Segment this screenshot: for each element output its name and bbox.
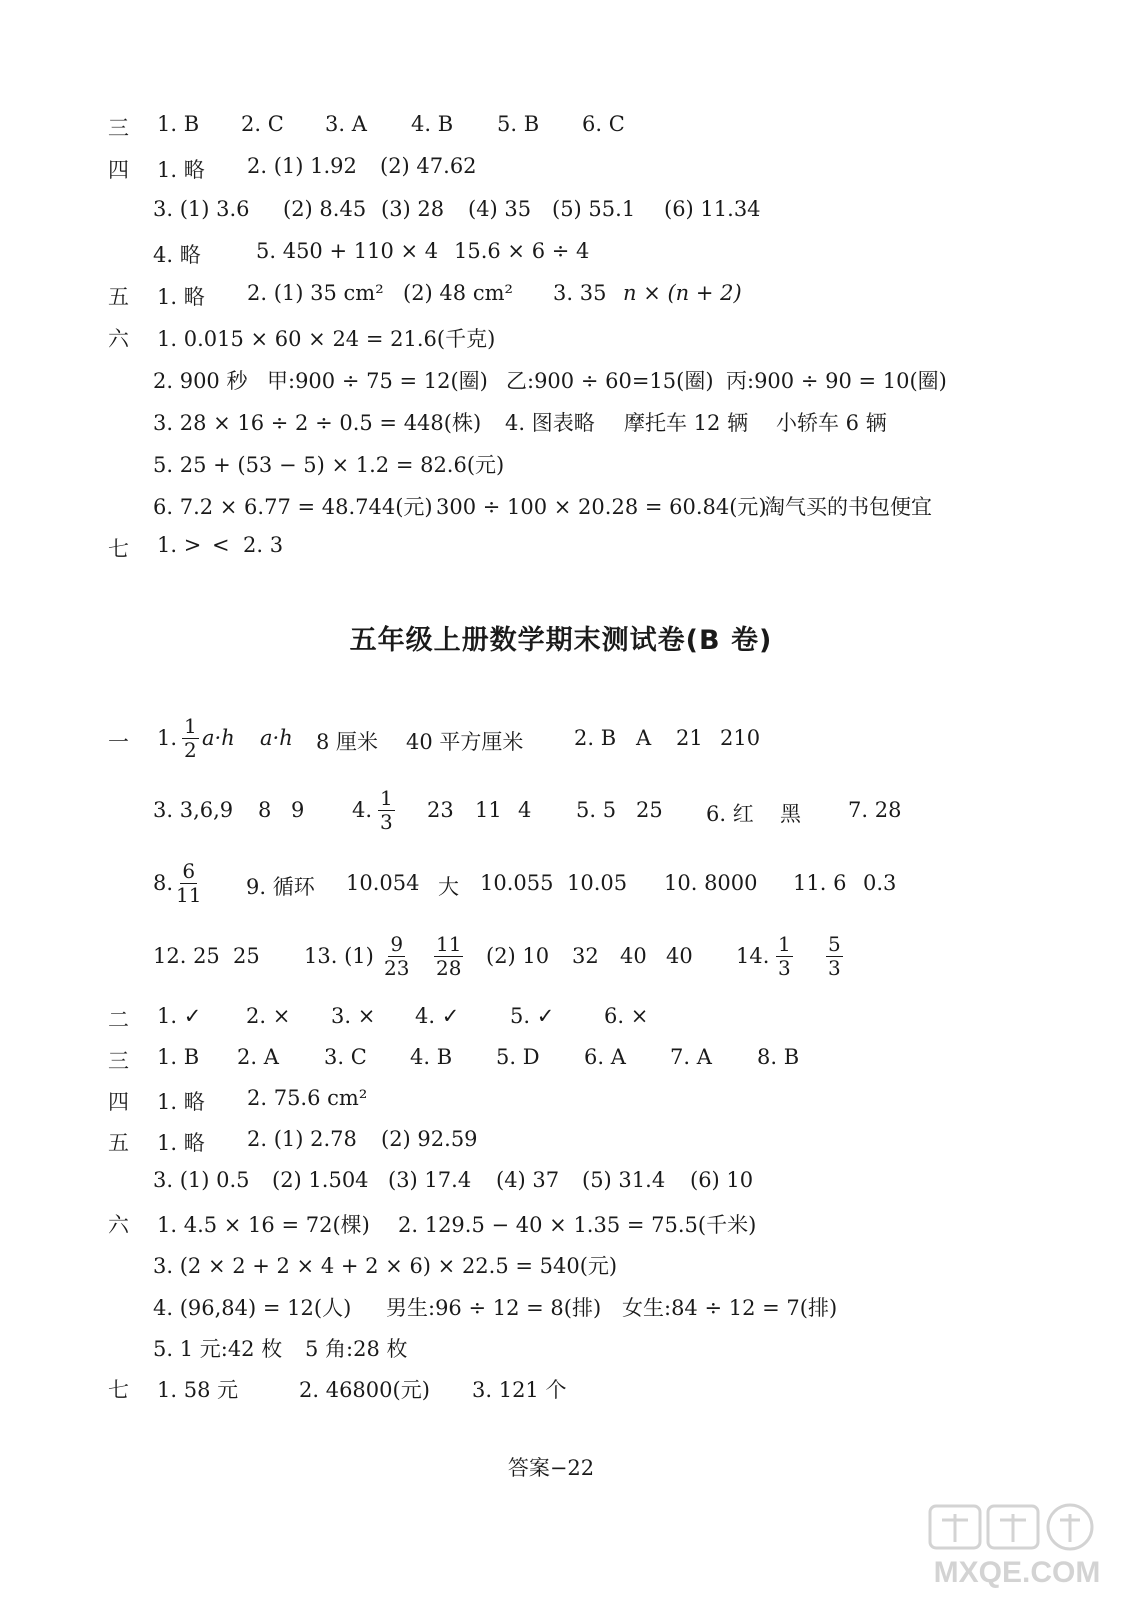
answer-item: 6. 红: [706, 802, 754, 826]
page-number: 答案−22: [507, 1456, 595, 1480]
answer-item: 1.: [157, 726, 178, 750]
answer-item: 3. (1) 0.5: [153, 1168, 250, 1192]
fraction-denominator: 3: [778, 956, 791, 980]
answer-item: 13. (1): [304, 944, 374, 968]
answer-item: 11. 6: [793, 871, 847, 895]
answer-item: (6) 10: [690, 1168, 754, 1192]
answer-item: 4. (96,84) = 12(人): [153, 1296, 352, 1320]
section-label: 四: [108, 1090, 129, 1114]
section-label: 四: [108, 158, 129, 182]
answer-item: 2. 3: [243, 533, 284, 557]
answer-item: 4. B: [410, 1045, 453, 1069]
watermark-logo: [922, 1500, 1112, 1595]
answer-item: 1. 略: [157, 1090, 205, 1114]
answer-item: 25: [233, 944, 260, 968]
answer-item: 2. ×: [246, 1004, 291, 1028]
answer-item: 男生:96 ÷ 12 = 8(排): [386, 1296, 602, 1320]
answer-item: 2. B: [574, 726, 617, 750]
answer-item: 5. 1 元:42 枚: [153, 1337, 283, 1361]
section-label: 五: [108, 285, 129, 309]
section-label: 六: [108, 327, 129, 351]
answer-item: 9: [291, 798, 305, 822]
fraction: [434, 934, 463, 979]
answer-item: 3. 35: [553, 281, 607, 305]
answer-item: 3. 3,6,9: [153, 798, 234, 822]
answer-item: <: [212, 533, 230, 557]
section-label: 一: [108, 730, 129, 754]
answer-item: 5. 450 + 110 × 4: [256, 239, 439, 263]
answer-item: 11: [475, 798, 502, 822]
answer-item: 3. (2 × 2 + 2 × 4 + 2 × 6) × 22.5 = 540(元): [153, 1254, 618, 1278]
fraction: [776, 934, 793, 979]
answer-item: 2. 46800(元): [299, 1378, 430, 1402]
answer-item: 女生:84 ÷ 12 = 7(排): [622, 1296, 838, 1320]
answer-item: 8.: [153, 871, 174, 895]
answer-item: 0.3: [863, 871, 897, 895]
answer-item: 5. B: [497, 112, 540, 136]
answer-item: 6. A: [584, 1045, 626, 1069]
answer-item: 8 厘米: [316, 730, 379, 754]
section-label: 七: [108, 1378, 129, 1402]
answer-item: 7. A: [670, 1045, 712, 1069]
answer-item: 210: [720, 726, 761, 750]
answer-item: 4. ✓: [415, 1004, 460, 1028]
answer-item: 8: [258, 798, 272, 822]
fraction: [176, 861, 201, 906]
answer-item: (4) 35: [468, 197, 532, 221]
section-label: 三: [108, 1049, 129, 1073]
answer-item: 23: [427, 798, 454, 822]
answer-item: A: [636, 726, 652, 750]
fraction-numerator: 11: [436, 932, 462, 956]
fraction-denominator: 3: [380, 810, 393, 834]
fraction-numerator: 1: [380, 786, 393, 810]
section-label: 五: [108, 1131, 129, 1155]
answer-item: 4: [518, 798, 532, 822]
answer-item: 32: [572, 944, 599, 968]
answer-item: 1. B: [157, 112, 200, 136]
answer-item: (2) 1.504: [272, 1168, 369, 1192]
answer-item: 2. 129.5 − 40 × 1.35 = 75.5(千米): [398, 1213, 757, 1237]
answer-item: 4. B: [411, 112, 454, 136]
answer-item: 12. 25: [153, 944, 220, 968]
answer-item: 小轿车 6 辆: [776, 411, 887, 435]
answer-item: 1. 0.015 × 60 × 24 = 21.6(千克): [157, 327, 496, 351]
answer-item: 5. D: [496, 1045, 540, 1069]
answer-item: 5. 25 + (53 − 5) × 1.2 = 82.6(元): [153, 453, 505, 477]
answer-item: 2. 75.6 cm²: [247, 1086, 368, 1110]
fraction: [384, 934, 409, 979]
section-label: 三: [108, 116, 129, 140]
answer-item: (6) 11.34: [664, 197, 761, 221]
answer-item: 6. ×: [604, 1004, 649, 1028]
fraction-denominator: 28: [436, 956, 462, 980]
fraction-numerator: 9: [390, 932, 404, 956]
answer-item: 10. 8000: [664, 871, 758, 895]
fraction-denominator: 11: [176, 883, 202, 907]
answer-item: 10.055: [480, 871, 554, 895]
answer-item: 300 ÷ 100 × 20.28 = 60.84(元): [436, 495, 767, 519]
answer-item: (2) 92.59: [381, 1127, 478, 1151]
fraction-denominator: 2: [184, 738, 197, 762]
answer-item: 1. 4.5 × 16 = 72(棵): [157, 1213, 370, 1237]
answer-item: 2. (1) 35 cm²: [247, 281, 384, 305]
answer-item: 40 平方厘米: [406, 730, 524, 754]
answer-item: 5. 5: [576, 798, 617, 822]
fraction-numerator: 1: [184, 714, 197, 738]
answer-item: 5. ✓: [510, 1004, 555, 1028]
answer-item: 1. 略: [157, 1131, 205, 1155]
section-label: 六: [108, 1213, 129, 1237]
answer-item: 2. (1) 1.92: [247, 154, 357, 178]
page-title: 五年级上册数学期末测试卷(B 卷): [349, 625, 773, 656]
answer-item: 淘气买的书包便宜: [764, 495, 932, 519]
answer-item: 2. C: [241, 112, 284, 136]
answer-item: 10.054: [346, 871, 420, 895]
answer-item: (3) 17.4: [388, 1168, 472, 1192]
answer-item: n × (n + 2): [623, 281, 742, 305]
answer-item: 14.: [736, 944, 770, 968]
answer-item: 1. ✓: [157, 1004, 202, 1028]
answer-item: (3) 28: [381, 197, 445, 221]
answer-item: 6. 7.2 × 6.77 = 48.744(元): [153, 495, 433, 519]
answer-item: 3. 28 × 16 ÷ 2 ÷ 0.5 = 448(株): [153, 411, 482, 435]
answer-item: (4) 37: [496, 1168, 560, 1192]
fraction: [182, 716, 199, 761]
answer-item: 4. 略: [153, 243, 201, 267]
answer-item: 2. A: [237, 1045, 279, 1069]
answer-item: a·h: [202, 726, 235, 750]
answer-item: 21: [676, 726, 703, 750]
answer-item: 1. 略: [157, 158, 205, 182]
answer-item: 1. B: [157, 1045, 200, 1069]
answer-item: 摩托车 12 辆: [624, 411, 749, 435]
fraction-numerator: 5: [828, 932, 841, 956]
answer-item: a·h: [260, 726, 293, 750]
answer-item: 1. 58 元: [157, 1378, 239, 1402]
answer-item: 1. >: [157, 533, 202, 557]
answer-item: 5 角:28 枚: [305, 1337, 408, 1361]
answer-item: 7. 28: [848, 798, 902, 822]
answer-item: 15.6 × 6 ÷ 4: [454, 239, 590, 263]
answer-item: 3. C: [324, 1045, 367, 1069]
fraction: [378, 788, 395, 833]
fraction-numerator: 6: [182, 859, 196, 883]
fraction: [826, 934, 843, 979]
answer-item: 6. C: [582, 112, 625, 136]
answer-item: 4.: [352, 798, 373, 822]
answer-item: 10.05: [567, 871, 628, 895]
fraction-numerator: 1: [778, 932, 791, 956]
answer-item: 3. A: [325, 112, 367, 136]
answer-item: (2) 47.62: [380, 154, 477, 178]
answer-item: 25: [636, 798, 663, 822]
answer-item: 9. 循环: [246, 875, 315, 899]
section-label: 七: [108, 537, 129, 561]
fraction-denominator: 23: [384, 956, 410, 980]
answer-item: 3. (1) 3.6: [153, 197, 250, 221]
answer-item: 大: [438, 875, 459, 899]
answer-item: 甲:900 ÷ 75 = 12(圈): [267, 369, 488, 393]
answer-item: (5) 55.1: [552, 197, 636, 221]
answer-item: 3. 121 个: [472, 1378, 567, 1402]
answer-item: 1. 略: [157, 285, 205, 309]
section-label: 二: [108, 1008, 129, 1032]
answer-item: (2) 10: [486, 944, 550, 968]
answer-item: (2) 48 cm²: [403, 281, 513, 305]
answer-item: (2) 8.45: [283, 197, 367, 221]
answer-item: 2. (1) 2.78: [247, 1127, 357, 1151]
answer-item: 8. B: [757, 1045, 800, 1069]
answer-item: 乙:900 ÷ 60=15(圈): [506, 369, 714, 393]
answer-item: 40: [620, 944, 647, 968]
watermark-text: MXQE.COM: [933, 1556, 1101, 1589]
answer-item: 2. 900 秒: [153, 369, 248, 393]
answer-item: 3. ×: [331, 1004, 376, 1028]
answer-item: 4. 图表略: [505, 411, 595, 435]
fraction-denominator: 3: [828, 956, 841, 980]
answer-item: 40: [666, 944, 693, 968]
answer-item: 丙:900 ÷ 90 = 10(圈): [726, 369, 947, 393]
answer-item: (5) 31.4: [582, 1168, 666, 1192]
answer-item: 黑: [780, 802, 801, 826]
